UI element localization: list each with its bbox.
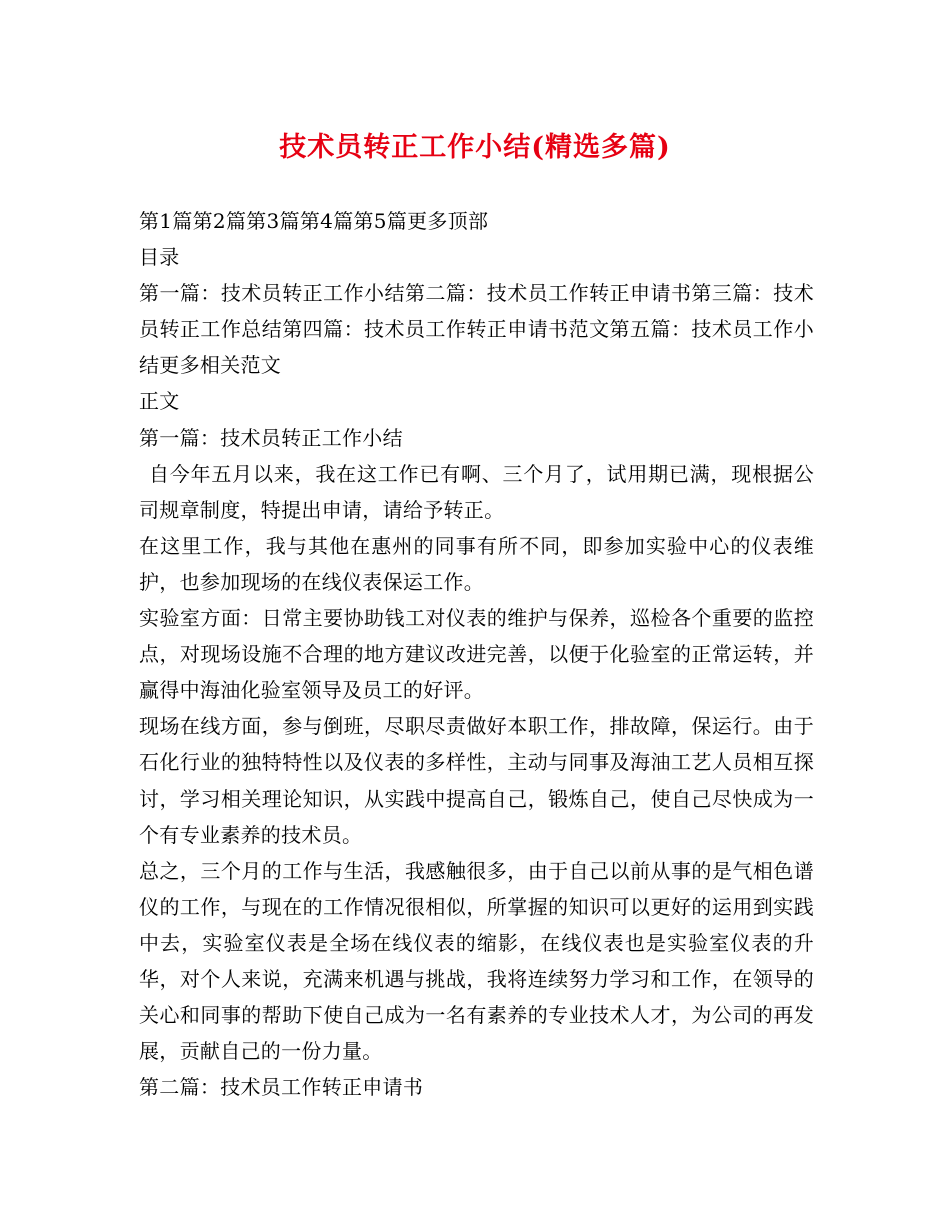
toc-text: 第一篇：技术员转正工作小结第二篇：技术员工作转正申请书第三篇：技术员转正工作总结第四篇：技术员工作转正申请书范文第五篇：技术员工作小结更多相关范文 (139, 281, 814, 378)
body-heading: 正文 (139, 389, 180, 414)
toc-heading: 目录 (139, 245, 180, 270)
section-1-heading: 第一篇：技术员转正工作小结 (139, 425, 403, 450)
paragraph-work-scope: 在这里工作，我与其他在惠州的同事有所不同，即参加实验中心的仪表维护，也参加现场的在线仪表保运工作。 (139, 533, 814, 594)
paragraph-lab: 实验室方面：日常主要协助钱工对仪表的维护与保养，巡检各个重要的监控点，对现场设施不合理的地方建议改进完善，以便于化验室的正常运转，并赢得中海油化验室领导及员工的好评。 (139, 606, 814, 703)
document-title: 技术员转正工作小结(精选多篇) (279, 132, 671, 163)
paragraph-field: 现场在线方面，参与倒班，尽职尽责做好本职工作，排故障，保运行。由于石化行业的独特特性以及仪表的多样性，主动与同事及海油工艺人员相互探讨，学习相关理论知识，从实践中提高自己，锻炼自己，使自己尽快成为一个有专业素养的技术员。 (139, 714, 814, 847)
section-nav-line: 第1篇第2篇第3篇第4篇第5篇更多顶部 (139, 209, 489, 233)
paragraph-summary: 总之，三个月的工作与生活，我感触很多，由于自己以前从事的是气相色谱仪的工作，与现在的工作情况很相似，所掌握的知识可以更好的运用到实践中去，实验室仪表是全场在线仪表的缩影，在线仪表也是实验室仪表的升华，对个人来说，充满来机遇与挑战，我将连续努力学习和工作，在领导的关心和同事的帮助下使自己成为一名有素养的专业技术人才，为公司的再发展，贡献自己的一份力量。 (139, 858, 814, 1064)
paragraph-intro: 自今年五月以来，我在这工作已有啊、三个月了，试用期已满，现根据公司规章制度，特提出申请，请给予转正。 (139, 461, 814, 522)
document-body (139, 203, 814, 1105)
section-2-heading: 第二篇：技术员工作转正申请书 (139, 1075, 424, 1100)
